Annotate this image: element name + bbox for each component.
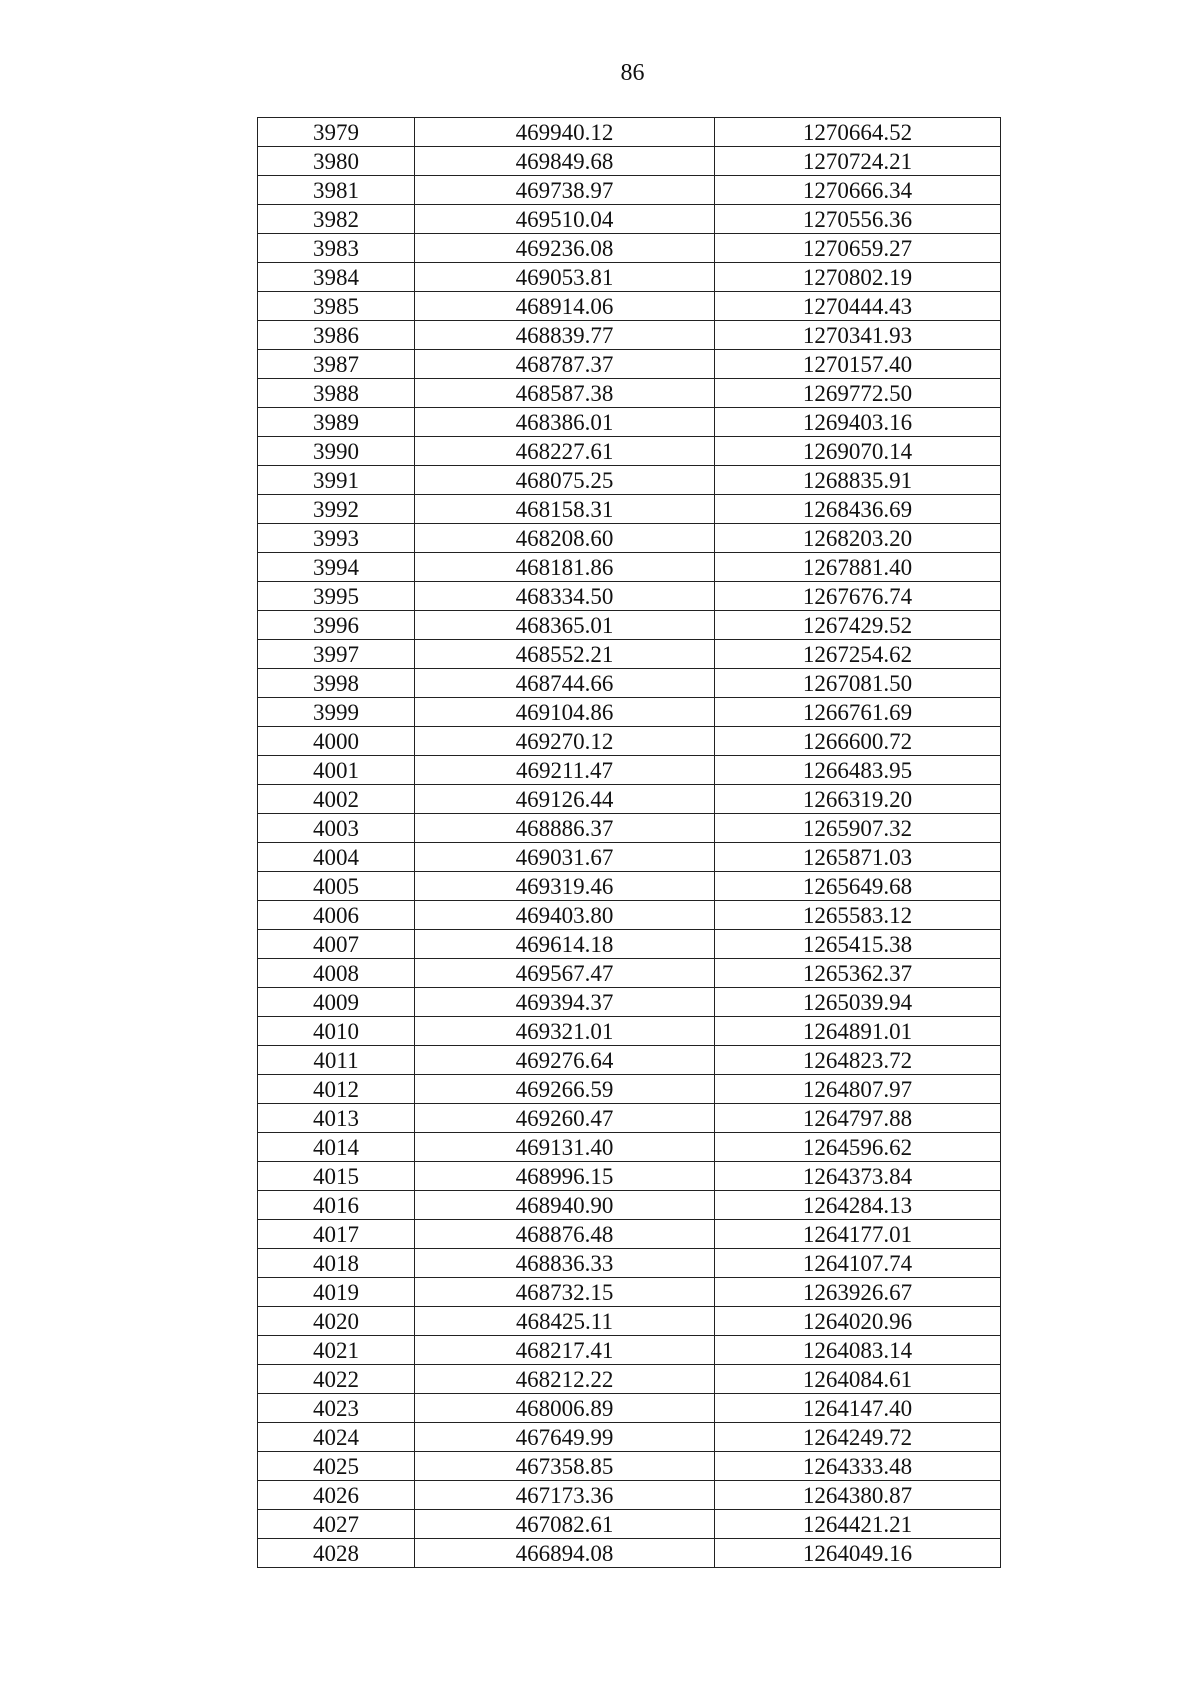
point-number-cell: 3993 [258, 524, 415, 553]
y-coordinate-cell: 1265649.68 [715, 872, 1001, 901]
point-number-cell: 4011 [258, 1046, 415, 1075]
table-row [258, 1075, 1001, 1104]
table-row [258, 1481, 1001, 1510]
y-coordinate-cell: 1267254.62 [715, 640, 1001, 669]
y-coordinate-cell: 1265583.12 [715, 901, 1001, 930]
x-coordinate-cell: 467649.99 [415, 1423, 715, 1452]
y-coordinate-cell: 1265415.38 [715, 930, 1001, 959]
x-coordinate-cell: 468217.41 [415, 1336, 715, 1365]
point-number-cell: 3979 [258, 118, 415, 147]
table-row [258, 1220, 1001, 1249]
point-number-cell: 3986 [258, 321, 415, 350]
x-coordinate-cell: 468181.86 [415, 553, 715, 582]
x-coordinate-cell: 469567.47 [415, 959, 715, 988]
x-coordinate-cell: 469104.86 [415, 698, 715, 727]
y-coordinate-cell: 1265039.94 [715, 988, 1001, 1017]
point-number-cell: 4008 [258, 959, 415, 988]
point-number-cell: 4013 [258, 1104, 415, 1133]
point-number-cell: 3992 [258, 495, 415, 524]
table-row [258, 582, 1001, 611]
x-coordinate-cell: 468552.21 [415, 640, 715, 669]
y-coordinate-cell: 1270157.40 [715, 350, 1001, 379]
x-coordinate-cell: 468365.01 [415, 611, 715, 640]
point-number-cell: 4006 [258, 901, 415, 930]
x-coordinate-cell: 468914.06 [415, 292, 715, 321]
y-coordinate-cell: 1264421.21 [715, 1510, 1001, 1539]
y-coordinate-cell: 1270724.21 [715, 147, 1001, 176]
table-row [258, 1162, 1001, 1191]
point-number-cell: 3982 [258, 205, 415, 234]
point-number-cell: 3989 [258, 408, 415, 437]
table-row [258, 785, 1001, 814]
y-coordinate-cell: 1264373.84 [715, 1162, 1001, 1191]
point-number-cell: 4007 [258, 930, 415, 959]
table-row [258, 988, 1001, 1017]
point-number-cell: 3983 [258, 234, 415, 263]
x-coordinate-cell: 468425.11 [415, 1307, 715, 1336]
table-row [258, 1452, 1001, 1481]
x-coordinate-cell: 469260.47 [415, 1104, 715, 1133]
table-row [258, 379, 1001, 408]
x-coordinate-cell: 469126.44 [415, 785, 715, 814]
y-coordinate-cell: 1264249.72 [715, 1423, 1001, 1452]
table-row [258, 930, 1001, 959]
x-coordinate-cell: 469319.46 [415, 872, 715, 901]
y-coordinate-cell: 1270666.34 [715, 176, 1001, 205]
x-coordinate-cell: 468158.31 [415, 495, 715, 524]
y-coordinate-cell: 1270556.36 [715, 205, 1001, 234]
y-coordinate-cell: 1264107.74 [715, 1249, 1001, 1278]
point-number-cell: 3991 [258, 466, 415, 495]
y-coordinate-cell: 1268203.20 [715, 524, 1001, 553]
table-row [258, 466, 1001, 495]
point-number-cell: 4004 [258, 843, 415, 872]
point-number-cell: 3998 [258, 669, 415, 698]
x-coordinate-cell: 469131.40 [415, 1133, 715, 1162]
point-number-cell: 3995 [258, 582, 415, 611]
point-number-cell: 4024 [258, 1423, 415, 1452]
table-row [258, 495, 1001, 524]
y-coordinate-cell: 1264380.87 [715, 1481, 1001, 1510]
y-coordinate-cell: 1266761.69 [715, 698, 1001, 727]
point-number-cell: 4014 [258, 1133, 415, 1162]
point-number-cell: 4003 [258, 814, 415, 843]
table-row [258, 698, 1001, 727]
x-coordinate-cell: 469614.18 [415, 930, 715, 959]
table-row [258, 292, 1001, 321]
table-row [258, 147, 1001, 176]
y-coordinate-cell: 1264823.72 [715, 1046, 1001, 1075]
y-coordinate-cell: 1264284.13 [715, 1191, 1001, 1220]
table-row [258, 1336, 1001, 1365]
table-row [258, 901, 1001, 930]
point-number-cell: 4017 [258, 1220, 415, 1249]
table-row [258, 118, 1001, 147]
x-coordinate-cell: 467173.36 [415, 1481, 715, 1510]
table-row [258, 205, 1001, 234]
point-number-cell: 4021 [258, 1336, 415, 1365]
point-number-cell: 3994 [258, 553, 415, 582]
table-row [258, 1249, 1001, 1278]
point-number-cell: 3990 [258, 437, 415, 466]
table-row [258, 408, 1001, 437]
y-coordinate-cell: 1265907.32 [715, 814, 1001, 843]
table-row [258, 611, 1001, 640]
table-row [258, 1307, 1001, 1336]
table-row [258, 959, 1001, 988]
point-number-cell: 4002 [258, 785, 415, 814]
table-row [258, 1017, 1001, 1046]
y-coordinate-cell: 1267881.40 [715, 553, 1001, 582]
x-coordinate-cell: 468208.60 [415, 524, 715, 553]
table-row [258, 756, 1001, 785]
y-coordinate-cell: 1264020.96 [715, 1307, 1001, 1336]
x-coordinate-cell: 469394.37 [415, 988, 715, 1017]
x-coordinate-cell: 468836.33 [415, 1249, 715, 1278]
y-coordinate-cell: 1264807.97 [715, 1075, 1001, 1104]
table-row [258, 1510, 1001, 1539]
x-coordinate-cell: 469236.08 [415, 234, 715, 263]
point-number-cell: 3984 [258, 263, 415, 292]
point-number-cell: 4023 [258, 1394, 415, 1423]
table-row [258, 669, 1001, 698]
y-coordinate-cell: 1266319.20 [715, 785, 1001, 814]
table-row [258, 1133, 1001, 1162]
point-number-cell: 4015 [258, 1162, 415, 1191]
table-row [258, 1278, 1001, 1307]
point-number-cell: 4018 [258, 1249, 415, 1278]
point-number-cell: 3985 [258, 292, 415, 321]
table-row [258, 321, 1001, 350]
y-coordinate-cell: 1270444.43 [715, 292, 1001, 321]
y-coordinate-cell: 1270802.19 [715, 263, 1001, 292]
point-number-cell: 4025 [258, 1452, 415, 1481]
y-coordinate-cell: 1269772.50 [715, 379, 1001, 408]
x-coordinate-cell: 469510.04 [415, 205, 715, 234]
point-number-cell: 4020 [258, 1307, 415, 1336]
y-coordinate-cell: 1263926.67 [715, 1278, 1001, 1307]
x-coordinate-cell: 466894.08 [415, 1539, 715, 1568]
x-coordinate-cell: 468940.90 [415, 1191, 715, 1220]
table-row [258, 553, 1001, 582]
table-row [258, 1423, 1001, 1452]
y-coordinate-cell: 1265362.37 [715, 959, 1001, 988]
y-coordinate-cell: 1268436.69 [715, 495, 1001, 524]
x-coordinate-cell: 469738.97 [415, 176, 715, 205]
point-number-cell: 4028 [258, 1539, 415, 1568]
table-row [258, 843, 1001, 872]
point-number-cell: 3999 [258, 698, 415, 727]
x-coordinate-cell: 468227.61 [415, 437, 715, 466]
y-coordinate-cell: 1269070.14 [715, 437, 1001, 466]
point-number-cell: 4010 [258, 1017, 415, 1046]
point-number-cell: 4016 [258, 1191, 415, 1220]
y-coordinate-cell: 1270659.27 [715, 234, 1001, 263]
point-number-cell: 4009 [258, 988, 415, 1017]
x-coordinate-cell: 468744.66 [415, 669, 715, 698]
point-number-cell: 4000 [258, 727, 415, 756]
point-number-cell: 4001 [258, 756, 415, 785]
table-row [258, 263, 1001, 292]
x-coordinate-cell: 468006.89 [415, 1394, 715, 1423]
x-coordinate-cell: 469270.12 [415, 727, 715, 756]
table-row [258, 524, 1001, 553]
y-coordinate-cell: 1264084.61 [715, 1365, 1001, 1394]
x-coordinate-cell: 468996.15 [415, 1162, 715, 1191]
y-coordinate-cell: 1270341.93 [715, 321, 1001, 350]
table-row [258, 437, 1001, 466]
y-coordinate-cell: 1264049.16 [715, 1539, 1001, 1568]
x-coordinate-cell: 468587.38 [415, 379, 715, 408]
x-coordinate-cell: 468839.77 [415, 321, 715, 350]
x-coordinate-cell: 468787.37 [415, 350, 715, 379]
y-coordinate-cell: 1267429.52 [715, 611, 1001, 640]
table-row [258, 1191, 1001, 1220]
point-number-cell: 3981 [258, 176, 415, 205]
y-coordinate-cell: 1264891.01 [715, 1017, 1001, 1046]
table-row [258, 1394, 1001, 1423]
table-row [258, 640, 1001, 669]
y-coordinate-cell: 1266600.72 [715, 727, 1001, 756]
table-row [258, 727, 1001, 756]
x-coordinate-cell: 467082.61 [415, 1510, 715, 1539]
x-coordinate-cell: 469053.81 [415, 263, 715, 292]
x-coordinate-cell: 468334.50 [415, 582, 715, 611]
coordinates-table [257, 117, 1001, 1568]
coordinates-table-body [258, 118, 1001, 1568]
x-coordinate-cell: 467358.85 [415, 1452, 715, 1481]
y-coordinate-cell: 1267676.74 [715, 582, 1001, 611]
x-coordinate-cell: 469403.80 [415, 901, 715, 930]
y-coordinate-cell: 1264147.40 [715, 1394, 1001, 1423]
x-coordinate-cell: 469321.01 [415, 1017, 715, 1046]
table-row [258, 1046, 1001, 1075]
x-coordinate-cell: 469849.68 [415, 147, 715, 176]
y-coordinate-cell: 1267081.50 [715, 669, 1001, 698]
y-coordinate-cell: 1264177.01 [715, 1220, 1001, 1249]
table-row [258, 1539, 1001, 1568]
y-coordinate-cell: 1269403.16 [715, 408, 1001, 437]
y-coordinate-cell: 1264797.88 [715, 1104, 1001, 1133]
y-coordinate-cell: 1266483.95 [715, 756, 1001, 785]
x-coordinate-cell: 469211.47 [415, 756, 715, 785]
point-number-cell: 4005 [258, 872, 415, 901]
y-coordinate-cell: 1265871.03 [715, 843, 1001, 872]
point-number-cell: 3980 [258, 147, 415, 176]
x-coordinate-cell: 468075.25 [415, 466, 715, 495]
x-coordinate-cell: 468732.15 [415, 1278, 715, 1307]
y-coordinate-cell: 1270664.52 [715, 118, 1001, 147]
x-coordinate-cell: 469031.67 [415, 843, 715, 872]
x-coordinate-cell: 469940.12 [415, 118, 715, 147]
table-row [258, 176, 1001, 205]
point-number-cell: 4012 [258, 1075, 415, 1104]
x-coordinate-cell: 468386.01 [415, 408, 715, 437]
point-number-cell: 4026 [258, 1481, 415, 1510]
page-number: 86 [620, 60, 645, 86]
x-coordinate-cell: 468886.37 [415, 814, 715, 843]
x-coordinate-cell: 469266.59 [415, 1075, 715, 1104]
y-coordinate-cell: 1264083.14 [715, 1336, 1001, 1365]
point-number-cell: 3987 [258, 350, 415, 379]
point-number-cell: 4019 [258, 1278, 415, 1307]
y-coordinate-cell: 1264596.62 [715, 1133, 1001, 1162]
table-row [258, 350, 1001, 379]
point-number-cell: 3996 [258, 611, 415, 640]
point-number-cell: 4027 [258, 1510, 415, 1539]
y-coordinate-cell: 1268835.91 [715, 466, 1001, 495]
x-coordinate-cell: 468876.48 [415, 1220, 715, 1249]
table-row [258, 234, 1001, 263]
table-row [258, 872, 1001, 901]
x-coordinate-cell: 468212.22 [415, 1365, 715, 1394]
x-coordinate-cell: 469276.64 [415, 1046, 715, 1075]
table-row [258, 1104, 1001, 1133]
table-row [258, 814, 1001, 843]
y-coordinate-cell: 1264333.48 [715, 1452, 1001, 1481]
point-number-cell: 3997 [258, 640, 415, 669]
point-number-cell: 4022 [258, 1365, 415, 1394]
table-row [258, 1365, 1001, 1394]
point-number-cell: 3988 [258, 379, 415, 408]
